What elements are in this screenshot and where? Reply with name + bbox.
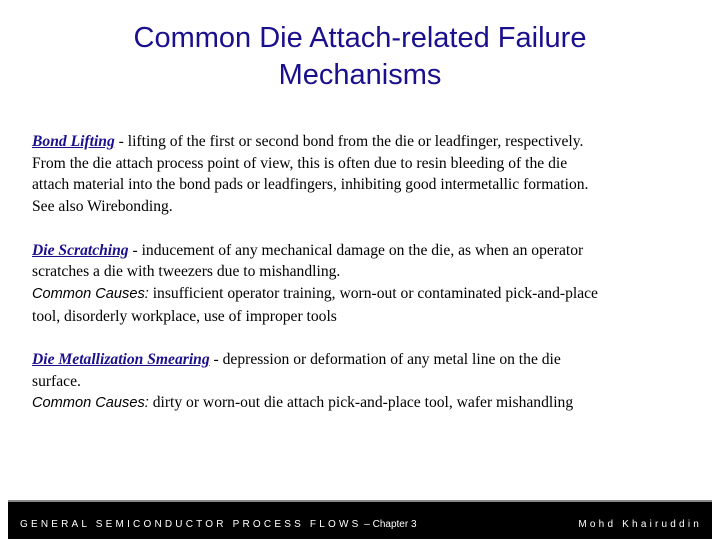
bond-lifting-text-line4: See also Wirebonding. bbox=[32, 198, 173, 216]
footer-bar bbox=[8, 500, 712, 539]
footer-course-title bbox=[20, 519, 417, 530]
die-scratching-causes-text-line2: tool, disorderly workplace, use of improper tools bbox=[32, 307, 337, 325]
die-metallization-text-line1: - depression or deformation of any metal line on the die bbox=[209, 351, 561, 368]
section-bond-lifting bbox=[32, 131, 688, 218]
slide-title-line2: Mechanisms bbox=[278, 59, 442, 91]
bond-lifting-line1 bbox=[32, 131, 688, 153]
die-metallization-line1 bbox=[32, 349, 688, 371]
die-scratching-causes-label: Common Causes: bbox=[32, 285, 149, 302]
bond-lifting-text-line1: - lifting of the first or second bond from the die or leadfinger, respectively. bbox=[114, 133, 584, 150]
die-scratching-line1 bbox=[32, 240, 688, 262]
section-die-scratching bbox=[32, 240, 688, 328]
footer-course-name: GENERAL SEMICONDUCTOR PROCESS FLOWS bbox=[20, 519, 362, 530]
bond-lifting-term: Bond Lifting bbox=[32, 133, 115, 150]
die-scratching-text-line1: - inducement of any mechanical damage on the die, as when an operator bbox=[128, 241, 584, 259]
footer-author: Mohd Khairuddin bbox=[578, 519, 702, 530]
section-die-metallization-smearing bbox=[32, 349, 688, 415]
bond-lifting-text-line3: attach material into the bond pads or leadfingers, inhibiting good intermetallic formation. bbox=[32, 176, 589, 194]
die-scratching-causes-line1 bbox=[32, 283, 688, 306]
slide-body bbox=[32, 131, 688, 437]
die-metallization-text-line2: surface. bbox=[32, 372, 81, 390]
die-scratching-term: Die Scratching bbox=[32, 241, 129, 259]
bond-lifting-text-line2: From the die attach process point of view, this is often due to resin bleeding of the die bbox=[32, 154, 568, 172]
die-metallization-term: Die Metallization Smearing bbox=[32, 351, 210, 368]
die-metallization-causes-label: Common Causes: bbox=[32, 395, 149, 412]
die-scratching-causes-text-line1: insufficient operator training, worn-out or contaminated pick-and-place bbox=[148, 284, 598, 302]
die-metallization-causes-text-line1: dirty or worn-out die attach pick-and-place tool, wafer mishandling bbox=[148, 394, 574, 412]
slide-title bbox=[40, 20, 680, 94]
die-metallization-causes-line1 bbox=[32, 392, 688, 415]
slide-title-line1: Common Die Attach-related Failure bbox=[133, 22, 587, 54]
die-scratching-text-line2: scratches a die with tweezers due to mishandling. bbox=[32, 263, 341, 281]
footer-chapter: – Chapter 3 bbox=[361, 519, 417, 530]
